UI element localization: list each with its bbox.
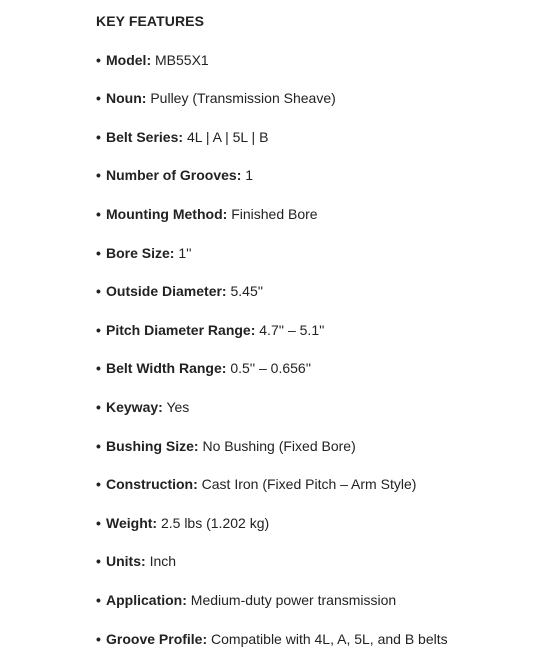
feature-label: Weight: (106, 514, 158, 531)
bullet: • (96, 167, 101, 184)
feature-value: Inch (149, 553, 177, 570)
feature-item-keyway (96, 397, 526, 417)
feature-item-number-of-grooves (96, 165, 526, 185)
feature-label: Belt Series: (106, 128, 184, 145)
feature-item-bore-size (96, 243, 526, 263)
feature-value: 4L | A | 5L | B (186, 128, 269, 145)
feature-list (96, 50, 526, 649)
feature-item-model (96, 50, 526, 70)
feature-value: Compatible with 4L, A, 5L, and B belts (211, 630, 448, 647)
bullet: • (96, 283, 101, 300)
feature-value: Cast Iron (Fixed Pitch – Arm Style) (201, 476, 417, 493)
bullet: • (96, 321, 101, 338)
feature-item-weight (96, 513, 526, 533)
section-heading: KEY FEATURES (96, 13, 205, 29)
feature-value: Medium-duty power transmission (190, 591, 397, 608)
feature-item-belt-width-range (96, 358, 526, 378)
feature-label: Outside Diameter: (106, 283, 227, 300)
feature-value: No Bushing (Fixed Bore) (202, 437, 356, 454)
bullet: • (96, 398, 101, 415)
feature-item-outside-diameter (96, 281, 526, 301)
feature-item-noun (96, 88, 526, 108)
feature-value: 1'' (178, 244, 192, 261)
feature-value: 1 (245, 167, 254, 184)
feature-label: Pitch Diameter Range: (106, 321, 256, 338)
feature-value: Pulley (Transmission Sheave) (150, 90, 336, 107)
feature-label: Belt Width Range: (106, 360, 227, 377)
bullet: • (96, 360, 101, 377)
feature-item-bushing-size (96, 436, 526, 456)
feature-label: Units: (106, 553, 146, 570)
feature-item-construction (96, 474, 526, 494)
bullet: • (96, 205, 101, 222)
feature-value: Yes (166, 398, 190, 415)
bullet: • (96, 437, 101, 454)
bullet: • (96, 630, 101, 647)
bullet: • (96, 514, 101, 531)
feature-label: Noun: (106, 90, 147, 107)
feature-label: Number of Grooves: (106, 167, 242, 184)
bullet: • (96, 591, 101, 608)
feature-value: 5.45'' (230, 283, 264, 300)
feature-value: 2.5 lbs (1.202 kg) (160, 514, 270, 531)
bullet: • (96, 51, 101, 68)
feature-value: 0.5'' – 0.656'' (230, 360, 312, 377)
feature-value: MB55X1 (155, 51, 209, 68)
feature-item-application (96, 590, 526, 610)
feature-label: Groove Profile: (106, 630, 208, 647)
feature-label: Model: (106, 51, 152, 68)
bullet: • (96, 553, 101, 570)
feature-item-belt-series (96, 127, 526, 147)
feature-label: Mounting Method: (106, 205, 228, 222)
feature-value: 4.7'' – 5.1'' (259, 321, 325, 338)
feature-item-pitch-diameter-range (96, 320, 526, 340)
feature-value: Finished Bore (231, 205, 318, 222)
feature-item-units (96, 551, 526, 571)
feature-label: Bore Size: (106, 244, 175, 261)
bullet: • (96, 128, 101, 145)
bullet: • (96, 476, 101, 493)
bullet: • (96, 90, 101, 107)
feature-label: Keyway: (106, 398, 163, 415)
feature-item-mounting-method (96, 204, 526, 224)
key-features-section (96, 11, 526, 667)
feature-item-groove-profile (96, 629, 526, 649)
bullet: • (96, 244, 101, 261)
feature-label: Bushing Size: (106, 437, 199, 454)
feature-label: Application: (106, 591, 187, 608)
feature-label: Construction: (106, 476, 198, 493)
